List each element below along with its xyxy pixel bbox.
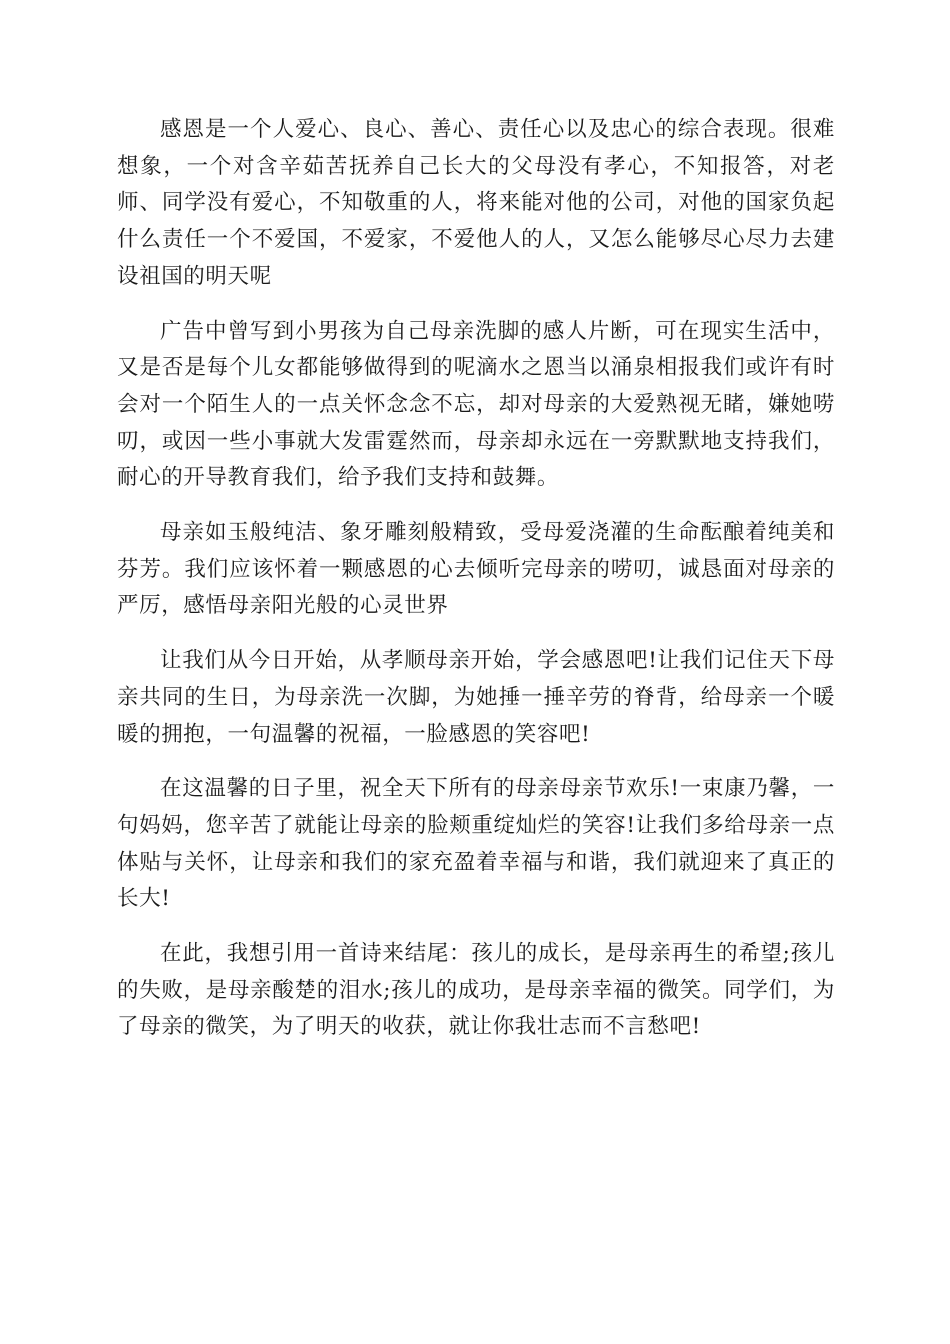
paragraph-2: 广告中曾写到小男孩为自己母亲洗脚的感人片断，可在现实生活中，又是否是每个儿女都能够做得到的呢滴水之恩当以涌泉相报我们或许有时会对一个陌生人的一点关怀念念不忘，却对母亲的大爱熟视无睹，嫌她唠叨，或因一些小事就大发雷霆然而，母亲却永远在一旁默默地支持我们，耐心的开导教育我们，给予我们支持和鼓舞。 [117, 318, 835, 491]
paragraph-4: 让我们从今日开始，从孝顺母亲开始，学会感恩吧!让我们记住天下母亲共同的生日，为母亲洗一次脚，为她捶一捶辛劳的脊背，给母亲一个暖暖的拥抱，一句温馨的祝福，一脸感恩的笑容吧! [117, 648, 835, 747]
paragraph-1: 感恩是一个人爱心、良心、善心、责任心以及忠心的综合表现。很难想象，一个对含辛茹苦抚养自己长大的父母没有孝心，不知报答，对老师、同学没有爱心，不知敬重的人，将来能对他的公司，对他的国家负起什么责任一个不爱国，不爱家，不爱他人的人，又怎么能够尽心尽力去建设祖国的明天呢 [117, 117, 835, 289]
paragraph-3: 母亲如玉般纯洁、象牙雕刻般精致，受母爱浇灌的生命酝酿着纯美和芬芳。我们应该怀着一颗感恩的心去倾听完母亲的唠叨，诚恳面对母亲的严厉，感悟母亲阳光般的心灵世界 [117, 520, 835, 619]
paragraph-6: 在此，我想引用一首诗来结尾：孩儿的成长，是母亲再生的希望;孩儿的失败，是母亲酸楚的泪水;孩儿的成功，是母亲幸福的微笑。同学们，为了母亲的微笑，为了明天的收获，就让你我壮志而不言愁吧! [117, 941, 835, 1040]
paragraph-5: 在这温馨的日子里，祝全天下所有的母亲母亲节欢乐!一束康乃馨，一句妈妈，您辛苦了就能让母亲的脸颊重绽灿烂的笑容!让我们多给母亲一点体贴与关怀，让母亲和我们的家充盈着幸福与和谐，我们就迎来了真正的长大! [117, 776, 835, 912]
document-body [117, 112, 835, 1064]
